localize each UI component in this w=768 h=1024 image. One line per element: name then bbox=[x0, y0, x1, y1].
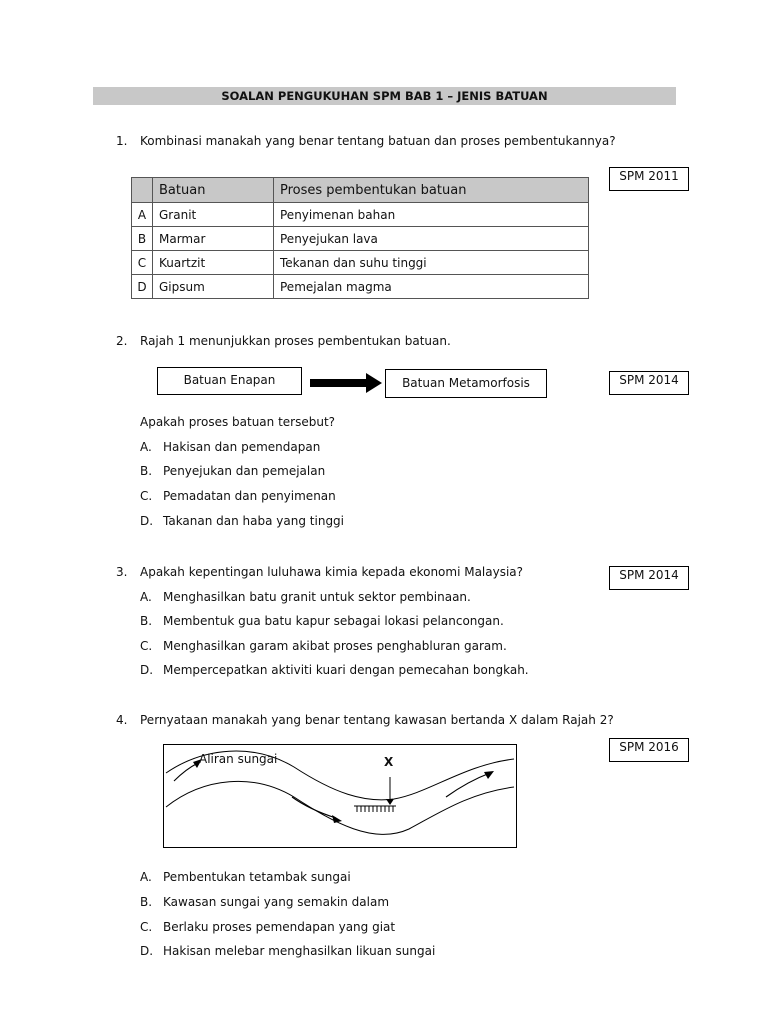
q2-option-c-letter: C. bbox=[140, 489, 153, 503]
q3-option-d: Mempercepatkan aktiviti kuari dengan pemecahan bongkah. bbox=[163, 663, 529, 677]
q3-option-a: Menghasilkan batu granit untuk sektor pembinaan. bbox=[163, 590, 471, 604]
q4-number: 4. bbox=[116, 713, 128, 727]
q2-option-d-letter: D. bbox=[140, 514, 154, 528]
row-rock: Kuartzit bbox=[153, 251, 274, 275]
row-rock: Granit bbox=[153, 203, 274, 227]
row-letter: A bbox=[132, 203, 153, 227]
table-row bbox=[132, 275, 589, 299]
q3-text: Apakah kepentingan luluhawa kimia kepada ekonomi Malaysia? bbox=[140, 565, 524, 579]
q3-option-c-letter: C. bbox=[140, 639, 153, 653]
diagram-box-sedimentary: Batuan Enapan bbox=[157, 367, 302, 395]
table-row bbox=[132, 251, 589, 275]
q4-option-b-letter: B. bbox=[140, 895, 153, 909]
q2-number: 2. bbox=[116, 334, 128, 348]
q3-option-b-letter: B. bbox=[140, 614, 153, 628]
diagram-box-metamorphic: Batuan Metamorfosis bbox=[385, 369, 547, 398]
q3-number: 3. bbox=[116, 565, 128, 579]
row-letter: D bbox=[132, 275, 153, 299]
q2-option-a: Hakisan dan pemendapan bbox=[163, 440, 321, 454]
q1-number: 1. bbox=[116, 134, 128, 148]
row-process: Penyimenan bahan bbox=[274, 203, 589, 227]
table-row bbox=[132, 203, 589, 227]
q4-option-c: Berlaku proses pemendapan yang giat bbox=[163, 920, 396, 934]
q4-option-d: Hakisan melebar menghasilkan likuan sungai bbox=[163, 944, 436, 958]
q3-option-c: Menghasilkan garam akibat proses penghabluran garam. bbox=[163, 639, 507, 653]
q2-question: Apakah proses batuan tersebut? bbox=[140, 415, 336, 429]
rock-table-header-rock: Batuan bbox=[153, 178, 274, 203]
rock-table-header-letter bbox=[132, 178, 153, 203]
q4-option-a: Pembentukan tetambak sungai bbox=[163, 870, 351, 884]
row-letter: B bbox=[132, 227, 153, 251]
q3-spm-tag: SPM 2014 bbox=[609, 566, 689, 590]
q2-option-c: Pemadatan dan penyimenan bbox=[163, 489, 336, 503]
q3-option-a-letter: A. bbox=[140, 590, 152, 604]
marker-x-label: X bbox=[384, 755, 394, 769]
row-process: Tekanan dan suhu tinggi bbox=[274, 251, 589, 275]
river-diagram bbox=[163, 744, 517, 848]
q4-option-a-letter: A. bbox=[140, 870, 152, 884]
rock-table bbox=[131, 177, 589, 299]
rock-table-header bbox=[132, 178, 589, 203]
row-rock: Marmar bbox=[153, 227, 274, 251]
q2-text: Rajah 1 menunjukkan proses pembentukan batuan. bbox=[140, 334, 451, 348]
q4-option-d-letter: D. bbox=[140, 944, 154, 958]
table-row bbox=[132, 227, 589, 251]
q2-option-a-letter: A. bbox=[140, 440, 152, 454]
q3-option-d-letter: D. bbox=[140, 663, 154, 677]
q2-option-b-letter: B. bbox=[140, 464, 153, 478]
q4-option-c-letter: C. bbox=[140, 920, 153, 934]
q1-spm-tag: SPM 2011 bbox=[609, 167, 689, 191]
row-letter: C bbox=[132, 251, 153, 275]
rock-table-header-process: Proses pembentukan batuan bbox=[274, 178, 589, 203]
row-rock: Gipsum bbox=[153, 275, 274, 299]
river-flow-label: Aliran sungai bbox=[199, 752, 278, 766]
q4-option-b: Kawasan sungai yang semakin dalam bbox=[163, 895, 390, 909]
row-process: Pemejalan magma bbox=[274, 275, 589, 299]
page-title: SOALAN PENGUKUHAN SPM BAB 1 – JENIS BATUAN bbox=[93, 87, 676, 105]
q4-text: Pernyataan manakah yang benar tentang kawasan bertanda X dalam Rajah 2? bbox=[140, 713, 614, 727]
q3-option-b: Membentuk gua batu kapur sebagai lokasi pelancongan. bbox=[163, 614, 504, 628]
q2-spm-tag: SPM 2014 bbox=[609, 371, 689, 395]
row-process: Penyejukan lava bbox=[274, 227, 589, 251]
q4-spm-tag: SPM 2016 bbox=[609, 738, 689, 762]
q2-option-b: Penyejukan dan pemejalan bbox=[163, 464, 326, 478]
q2-option-d: Takanan dan haba yang tinggi bbox=[163, 514, 345, 528]
arrow-right-icon bbox=[310, 373, 382, 393]
q1-text: Kombinasi manakah yang benar tentang batuan dan proses pembentukannya? bbox=[140, 134, 616, 148]
